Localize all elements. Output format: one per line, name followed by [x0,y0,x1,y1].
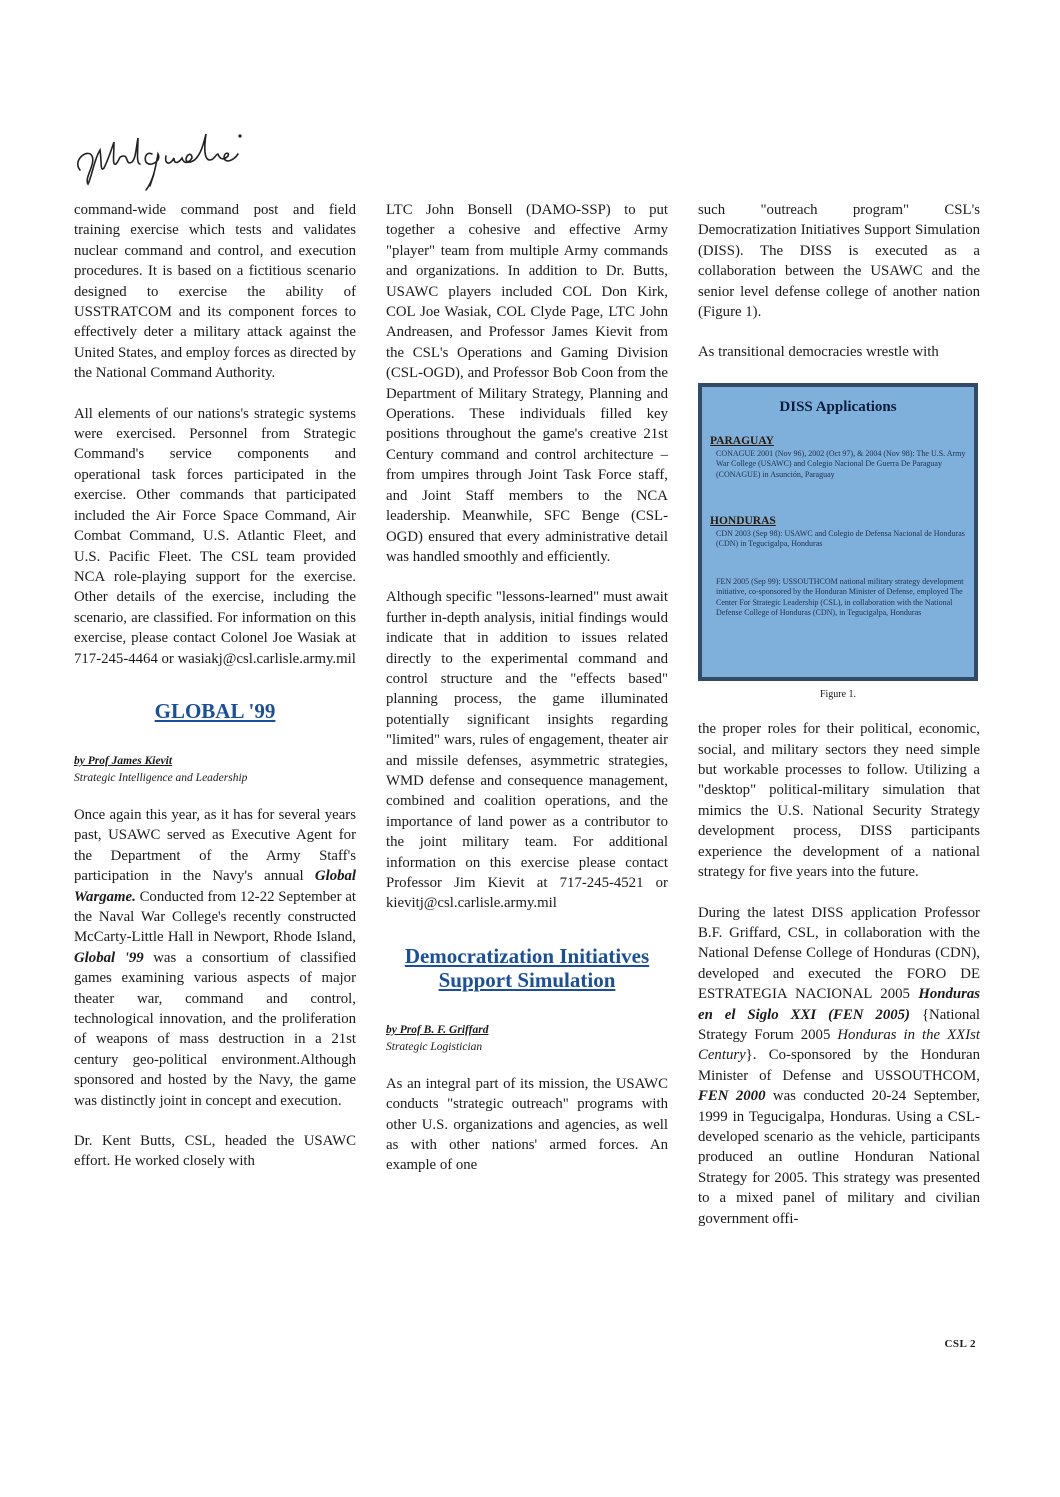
paragraph: As an integral part of its mission, the USAWC conducts "strategic outreach" programs with other U.S. organizations and agencies, as well as with other nations' armed forces. An example of one [386,1075,668,1174]
paragraph: LTC John Bonsell (DAMO-SSP) to put together a cohesive and effective Army "player" team from multiple Army commands and organizations. In addition to Dr. Butts, USAWC players included COL Don Kirk, COL Joe Wasiak, COL Clyde Page, LTC John Andreasen, and Professor James Kievit from the CSL's Operations and Gaming Division (CSL-OGD), and Professor Bob Coon from the Department of Military Strategy, Planning and Operations. These individuals filled key positions throughout the game's creative 21st Century command and control architecture – from umpires through Joint Task Force staff, and Joint Staff members to the NCA leadership. Meanwhile, SFC Benge (CSL-OGD) ensured that every administrative detail was handled smoothly and efficiently. [386,202,668,565]
figure-caption: Figure 1. [819,688,857,700]
paragraph: During the latest DISS application Professor B.F. Griffard, CSL, in collaboration with the National Defense College of Honduras (CDN), developed and executed the FORO DE ESTRATEGIA NACIONAL 2005 Honduras en el Siglo XXI (FEN 2005) {National Strategy Forum 2005 Honduras in the XXIst Century}. Co-sponsored by the Honduran Minister of Defense and USSOUTHCOM, FEN 2000 was conducted 20-24 September, 1999 in Tegucigalpa, Honduras. Using a CSL-developed scenario as the vehicle, participants produced an outline Honduran National Strategy for 2005. This strategy was presented to a mixed panel of military and civilian government offi- [698,904,980,1227]
paragraph: All elements of our nations's strategic systems were exercised. Personnel from Strategic Command's service components and operational task forces participated in the exercise. Other commands that participated included the Air Force Space Command, Air Combat Command, U.S. Atlantic Fleet, and U.S. Pacific Fleet. The CSL team provided NCA role-playing support for the exercise. Other details of the exercise, including the scenario, are classified. For information on this exercise, please contact Colonel Joe Wasiak at 717-245-4464 or wasiakj@csl.carlisle.army.mil [74,405,356,667]
handwritten-signature [70,120,310,195]
byline-title: Strategic Logistician [386,1040,483,1053]
figure-item: CONAGUE 2001 (Nov 96), 2002 (Oct 97), & 2004 (Nov 98): The U.S. Army War College (USAWC) and Colegio Nacional De Guerra De Paraguay (CONAGUE) in Asunción, Paraguay [716,448,966,479]
paragraph: command-wide command post and field training exercise which tests and validates nuclear command and control, and execution procedures. It is based on a fictitious scenario designed to exercise the ability of USSTRATCOM and its component forces to effectively deter a military attack against the United States, and employ forces as directed by the National Command Authority. [74,202,356,382]
paragraph: Once again this year, as it has for several years past, USAWC served as Executive Agent for the Department of the Army Staff's participation in the Navy's annual Global Wargame. Conducted from 12-22 September at the Naval War College's recently constructed McCarty-Little Hall in Newport, Rhode Island, Global '99 was a consortium of classified games examining various aspects of major theater war, command and control, technological innovation, and the proliferation of weapons of mass destruction in a 21st century geo-political environment.Although sponsored and hosted by the Navy, the game was distinctly joint in concept and execution. [74,806,357,1109]
figure-1 [698,383,978,705]
paragraph: the proper roles for their political, economic, social, and military sectors they need simple but workable processes to follow. Utilizing a "desktop" political-military simulation that mimics the U.S. National Security Strategy development process, DISS participants experience the development of a national strategy for five years into the future. [698,721,980,881]
paragraph: Although specific "lessons-learned" must await further in-depth analysis, initial findings would indicate that in addition to issues related directly to the experimental command and control structure and the "effects based" planning process, the game illuminated potentially significant insights regarding "limited" wars, rules of engagement, theater air and missile defenses, asymmetric strategies, WMD defense and consequence management, combined and coalition operations, and the importance of land power as a contributor to the joint military team. For additional information on this exercise please contact Professor Jim Kievit at 717-245-4521 or kievitj@csl.carlisle.army.mil [386,589,668,912]
article-heading-global-99: GLOBAL '99 [154,698,276,723]
column-middle [386,200,668,1196]
paragraph: As transitional democracies wrestle with [698,344,939,361]
figure-title: DISS Applications [779,398,897,415]
byline [386,1022,668,1056]
byline-author: by Prof James Kievit [74,754,173,767]
figure-image [698,383,978,681]
figure-section-honduras: HONDURAS [710,514,776,527]
paragraph: such "outreach program" CSL's Democratization Initiatives Support Simulation (DISS). The DISS is executed as a collaboration between the USAWC and the senior level defense college of another nation (Figure 1). [698,202,980,321]
figure-item: CDN 2003 (Sep 98): USAWC and Colegio de Defensa Nacional de Honduras (CDN) in Tegucigalpa, Honduras [716,528,965,549]
paragraph: Dr. Kent Butts, CSL, headed the USAWC effort. He worked closely with [74,1133,356,1170]
figure-item: FEN 2005 (Sep 99): USSOUTHCOM national military strategy development initiative, co-sponsored by the Honduran Minister of Defense, employed The Center For Strategic Leadership (CSL), in collaboration with the National Defense College of Honduras (CDN), in Tegucigalpa, Honduras [716,576,964,618]
byline-author: by Prof B. F. Griffard [386,1023,489,1036]
column-right [698,200,980,1249]
article-heading-diss: Democratization Initiatives Support Simulation [404,943,650,992]
byline-title: Strategic Intelligence and Leadership [74,771,248,784]
column-left [74,200,356,1192]
figure-section-paraguay: PARAGUAY [710,434,774,447]
byline [74,753,356,787]
page-number: CSL 2 [944,1338,976,1350]
